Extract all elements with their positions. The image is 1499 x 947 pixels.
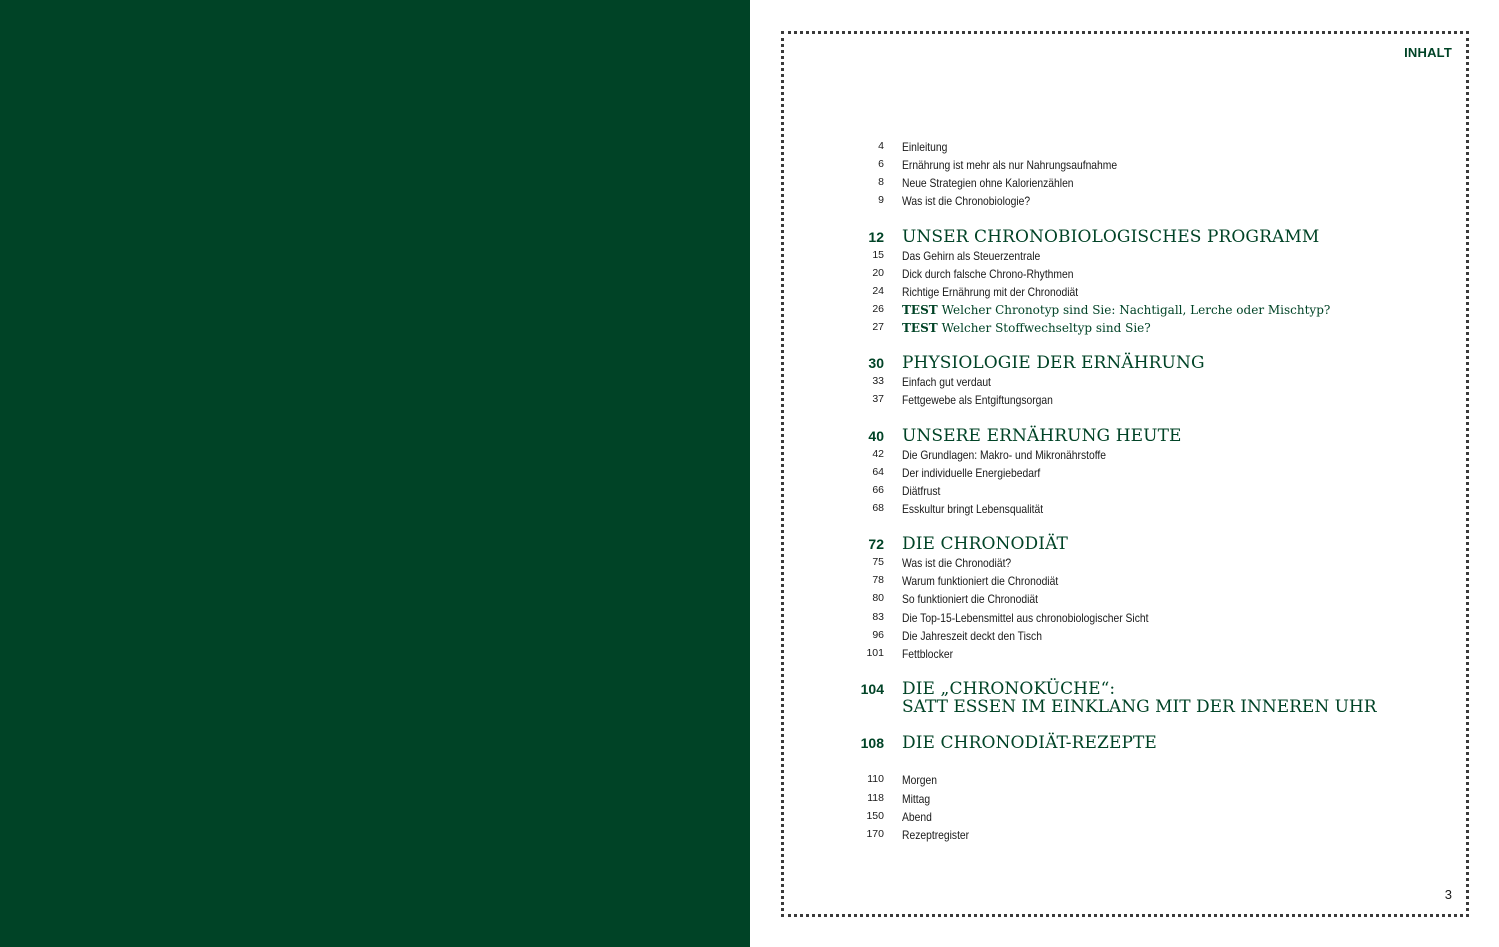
toc-section-title: PHYSIOLOGIE DER ERNÄHRUNG	[902, 353, 1205, 373]
toc-page-number: 24	[872, 285, 884, 297]
toc-title: Der individuelle Energiebedarf	[902, 466, 1041, 480]
toc-section-page-number: 72	[868, 536, 884, 552]
toc-title: Einleitung	[902, 140, 948, 154]
toc-page-number: 64	[872, 466, 884, 478]
toc-page-number: 8	[878, 176, 884, 188]
toc-title: Dick durch falsche Chrono-Rhythmen	[902, 267, 1074, 281]
toc-page-number: 83	[872, 611, 884, 623]
toc-title: Warum funktioniert die Chronodiät	[902, 574, 1059, 588]
toc-title: Esskultur bringt Lebensqualität	[902, 502, 1044, 516]
toc-section-title: UNSER CHRONOBIOLOGISCHES PROGRAMM	[902, 227, 1320, 247]
toc-page-number: 75	[872, 556, 884, 568]
toc-page-number: 6	[878, 158, 884, 170]
toc-section-title: UNSERE ERNÄHRUNG HEUTE	[902, 426, 1182, 446]
section-header: INHALT	[1404, 45, 1452, 60]
page-number: 3	[1444, 887, 1452, 902]
test-prefix: TEST	[902, 303, 938, 317]
toc-section-page-number: 40	[868, 428, 884, 444]
toc-page-number: 27	[872, 321, 884, 333]
toc-title: Mittag	[902, 792, 931, 806]
toc-title: Diätfrust	[902, 484, 941, 498]
toc-page-number: 66	[872, 484, 884, 496]
toc-page-number: 80	[872, 592, 884, 604]
toc-page-number: 110	[867, 773, 884, 785]
toc-section-title: DIE CHRONODIÄT	[902, 534, 1068, 554]
toc-title: Die Top-15-Lebensmittel aus chronobiologischer Sicht	[902, 611, 1149, 625]
toc-title: Morgen	[902, 773, 937, 787]
test-title-text: Welcher Stoffwechseltyp sind Sie?	[941, 321, 1151, 335]
toc-section-page-number: 104	[860, 681, 884, 697]
toc-page-number: 15	[872, 249, 884, 261]
toc-title: Abend	[902, 810, 932, 824]
toc-title: Rezeptregister	[902, 828, 970, 842]
test-prefix: TEST	[902, 321, 938, 335]
toc-title: Richtige Ernährung mit der Chronodiät	[902, 285, 1079, 299]
toc-page-number: 96	[872, 629, 884, 641]
toc-page-number: 20	[872, 267, 884, 279]
toc-title: Fettgewebe als Entgiftungsorgan	[902, 393, 1053, 407]
toc-section-title: DIE CHRONODIÄT-REZEPTE	[902, 733, 1157, 753]
toc-page-number: 4	[878, 140, 884, 152]
toc-test-title	[902, 303, 1330, 317]
toc-page-number: 33	[872, 375, 884, 387]
toc-title: Fettblocker	[902, 647, 954, 661]
toc-title: Einfach gut verdaut	[902, 375, 991, 389]
toc-section-page-number: 108	[860, 735, 884, 751]
toc-title: Die Jahreszeit deckt den Tisch	[902, 629, 1042, 643]
toc-title: Neue Strategien ohne Kalorienzählen	[902, 176, 1074, 190]
toc-title: Das Gehirn als Steuerzentrale	[902, 249, 1041, 263]
toc-page-number: 26	[872, 303, 884, 315]
toc-page-number: 9	[878, 194, 884, 206]
toc-section-page-number: 12	[868, 229, 884, 245]
toc-title: So funktioniert die Chronodiät	[902, 592, 1038, 606]
toc-section-title-line1: DIE „CHRONOKÜCHE“:	[902, 679, 1116, 699]
toc-title: Ernährung ist mehr als nur Nahrungsaufnahme	[902, 158, 1118, 172]
toc-page-number: 78	[872, 574, 884, 586]
toc-page-number: 42	[872, 448, 884, 460]
toc-page-number: 101	[866, 647, 884, 659]
toc-page-number: 170	[866, 828, 884, 840]
toc-test-title	[902, 321, 1151, 335]
toc-page-number: 150	[866, 810, 884, 822]
toc-title: Die Grundlagen: Makro- und Mikronährstoffe	[902, 448, 1107, 462]
toc-page-number: 68	[872, 502, 884, 514]
test-title-text: Welcher Chronotyp sind Sie: Nachtigall, Lerche oder Mischtyp?	[941, 303, 1331, 317]
toc-title: Was ist die Chronobiologie?	[902, 194, 1031, 208]
toc-page-number: 37	[872, 393, 884, 405]
toc-page-number: 118	[867, 792, 884, 804]
toc-title: Was ist die Chronodiät?	[902, 556, 1012, 570]
toc-section-title-line2: SATT ESSEN IM EINKLANG MIT DER INNEREN UHR	[902, 697, 1377, 717]
toc-section-page-number: 30	[868, 355, 884, 371]
